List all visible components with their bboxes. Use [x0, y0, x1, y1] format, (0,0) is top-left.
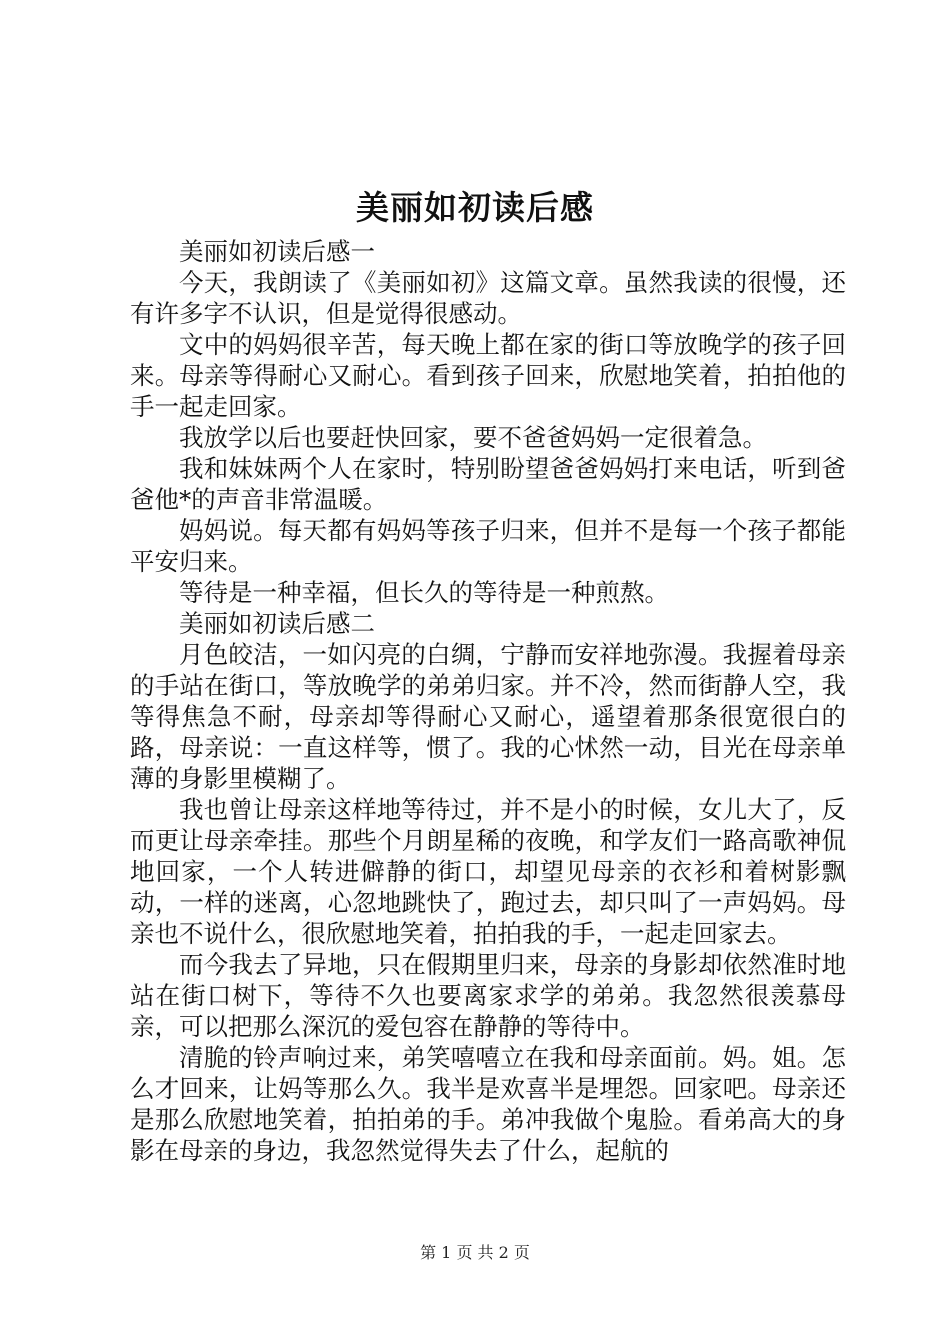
- paragraph: 清脆的铃声响过来，弟笑嘻嘻立在我和母亲面前。妈。姐。怎么才回来，让妈等那么久。我半是欢喜半是埋怨。回家吧。母亲还是那么欣慰地笑着，拍拍弟的手。弟冲我做个鬼脸。看弟高大的身影在母亲的身边，我忽然觉得失去了什么，起航的: [130, 1043, 846, 1165]
- paragraph: 我和妹妹两个人在家时，特别盼望爸爸妈妈打来电话，听到爸爸他*的声音非常温暖。: [130, 454, 846, 514]
- paragraph: 我也曾让母亲这样地等待过，并不是小的时候，女儿大了，反而更让母亲牵挂。那些个月朗星稀的夜晚，和学友们一路高歌神侃地回家，一个人转进僻静的街口，却望见母亲的衣衫和着树影飘动，一样的迷离，心忽地跳快了，跑过去，却只叫了一声妈妈。母亲也不说什么，很欣慰地笑着，拍拍我的手，一起走回家去。: [130, 795, 846, 948]
- paragraph: 妈妈说。每天都有妈妈等孩子归来，但并不是每一个孩子都能平安归来。: [130, 516, 846, 576]
- document-body: [130, 236, 846, 1166]
- paragraph: 等待是一种幸福，但长久的等待是一种煎熬。: [179, 578, 669, 607]
- section-heading-2: 美丽如初读后感二: [179, 609, 375, 638]
- paragraph: 我放学以后也要赶快回家，要不爸爸妈妈一定很着急。: [179, 423, 767, 452]
- paragraph: 今天，我朗读了《美丽如初》这篇文章。虽然我读的很慢，还有许多字不认识，但是觉得很感动。: [130, 268, 846, 328]
- paragraph: 而今我去了异地，只在假期里归来，母亲的身影却依然准时地站在街口树下，等待不久也要离家求学的弟弟。我忽然很羡慕母亲，可以把那么深沉的爱包容在静静的等待中。: [130, 950, 846, 1041]
- page-number-footer: 第 1 页 共 2 页: [420, 1243, 530, 1262]
- section-heading-1: 美丽如初读后感一: [179, 237, 375, 266]
- paragraph: 文中的妈妈很辛苦，每天晚上都在家的街口等放晚学的孩子回来。母亲等得耐心又耐心。看到孩子回来，欣慰地笑着，拍拍他的手一起走回家。: [130, 330, 846, 421]
- document-title: 美丽如初读后感: [356, 188, 594, 227]
- paragraph: 月色皎洁，一如闪亮的白绸，宁静而安祥地弥漫。我握着母亲的手站在街口，等放晚学的弟弟归家。并不冷，然而街静人空，我等得焦急不耐，母亲却等得耐心又耐心，遥望着那条很宽很白的路，母亲说：一直这样等，惯了。我的心怵然一动，目光在母亲单薄的身影里模糊了。: [130, 640, 846, 793]
